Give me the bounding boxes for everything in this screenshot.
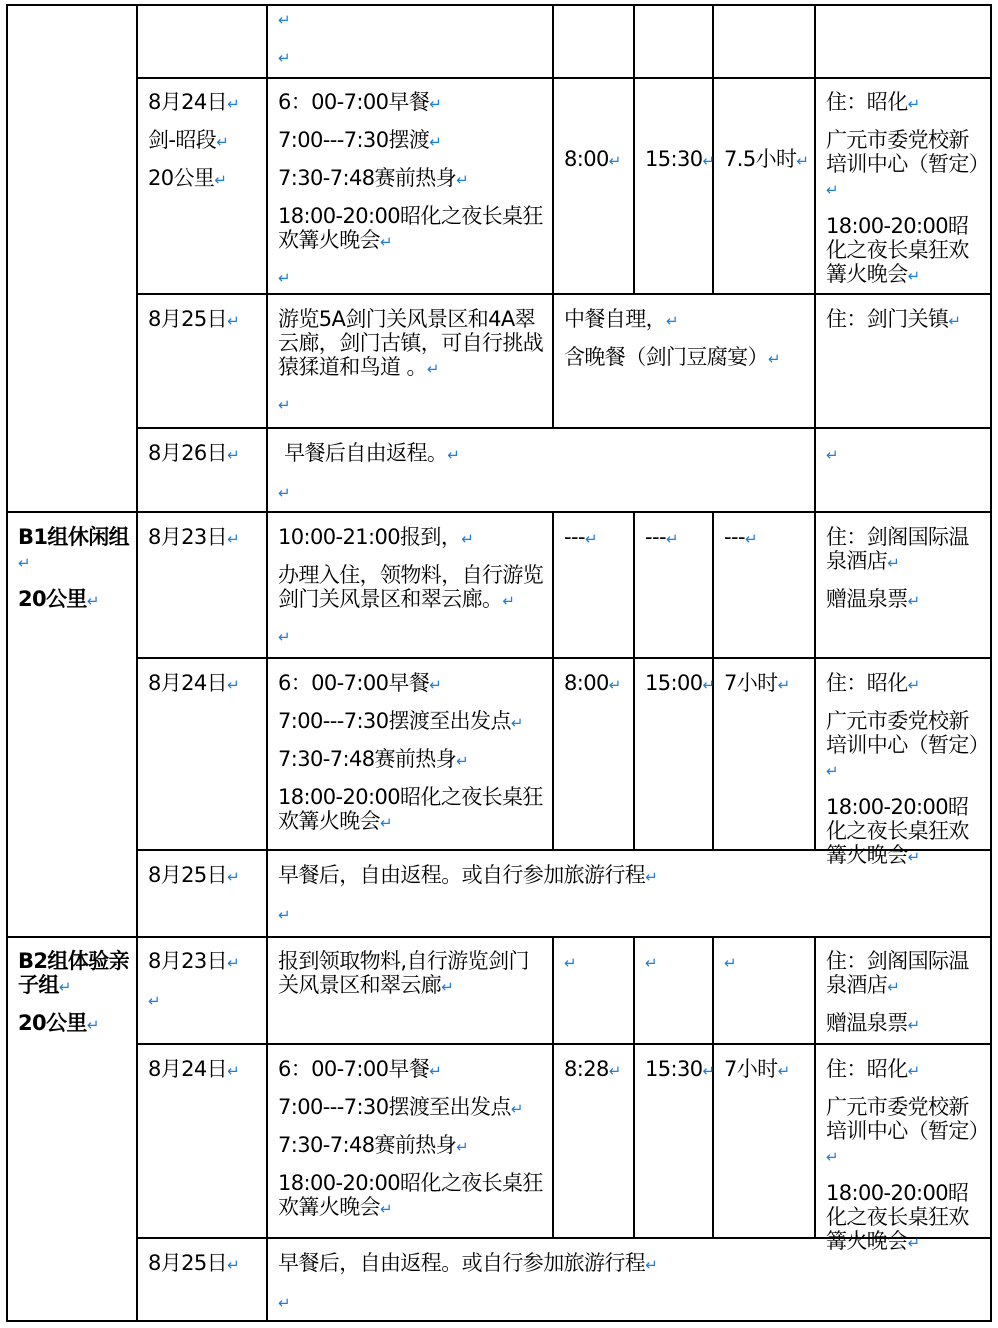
itinerary-cell: 报到领取物料,自行游览剑门关风景区和翠云廊↵ — [278, 949, 529, 997]
duration-cell: 7小时↵ — [724, 1057, 791, 1081]
paragraph-mark-icon: ↵ — [429, 95, 442, 113]
paragraph-mark-icon: ↵ — [887, 978, 900, 996]
duration-cell — [724, 949, 816, 973]
date-cell: 8月24日↵ — [148, 671, 240, 695]
grid-line — [633, 4, 635, 294]
paragraph-mark-icon: ↵ — [510, 714, 524, 732]
paragraph-mark-icon: ↵ — [796, 152, 809, 170]
group-label-b2: B2组体验亲子组↵ 20公里↵ — [18, 949, 130, 1035]
start-time-cell: 8:00↵ — [564, 671, 622, 695]
paragraph-mark-icon: ↵ — [227, 312, 240, 330]
date-cell: 8月24日↵ — [148, 1057, 240, 1081]
grid-line — [6, 4, 8, 1322]
paragraph-mark-icon: ↵ — [461, 530, 474, 548]
duration-cell: 7.5小时↵ — [724, 147, 809, 171]
date-cell: 8月26日↵ — [148, 441, 240, 465]
itinerary-cell — [278, 6, 548, 70]
paragraph-mark-icon: ↵ — [86, 592, 100, 610]
grid-line — [6, 511, 992, 513]
duration-cell: 7小时↵ — [724, 671, 791, 695]
paragraph-mark-icon: ↵ — [724, 954, 737, 972]
paragraph-mark-icon: ↵ — [907, 1062, 921, 1080]
paragraph-mark-icon: ↵ — [907, 676, 921, 694]
paragraph-mark-icon: ↵ — [502, 592, 515, 610]
notes-cell: 住：剑阁国际温泉酒店↵ 赠温泉票↵ — [826, 525, 969, 611]
paragraph-mark-icon: ↵ — [429, 1062, 442, 1080]
paragraph-mark-icon: ↵ — [227, 446, 240, 464]
notes-cell: 住：剑阁国际温泉酒店↵ 赠温泉票↵ — [826, 949, 969, 1035]
start-time-cell: ---↵ — [564, 525, 598, 549]
paragraph-mark-icon: ↵ — [564, 954, 577, 972]
grid-line — [136, 1043, 992, 1045]
itinerary-cell: 6：00-7:00早餐↵ 7:00---7:30摆渡至出发点↵ 7:30-7:48赛前热身↵ 18:00-20:00昭化之夜长桌狂欢篝火晚会↵ — [278, 1057, 543, 1219]
grid-line — [633, 512, 635, 850]
paragraph-mark-icon: ↵ — [214, 171, 227, 189]
grid-line — [136, 427, 992, 429]
paragraph-mark-icon: ↵ — [456, 171, 469, 189]
paragraph-mark-icon: ↵ — [278, 49, 291, 67]
cutoff-time-cell: 15:30↵ — [645, 147, 716, 171]
paragraph-mark-icon: ↵ — [907, 267, 921, 285]
meals-cell: 中餐自理，↵ 含晚餐（剑门豆腐宴）↵ — [564, 307, 781, 369]
paragraph-mark-icon: ↵ — [429, 133, 442, 151]
paragraph-mark-icon: ↵ — [278, 11, 291, 29]
start-time-cell: 8:28↵ — [564, 1057, 622, 1081]
paragraph-mark-icon: ↵ — [278, 628, 291, 646]
paragraph-mark-icon: ↵ — [278, 396, 291, 414]
paragraph-mark-icon: ↵ — [441, 978, 454, 996]
paragraph-mark-icon: ↵ — [666, 312, 679, 330]
grid-line — [552, 512, 554, 850]
paragraph-mark-icon: ↵ — [58, 978, 72, 996]
group-label-b1: B1组休闲组↵ 20公里↵ — [18, 525, 130, 611]
date-cell: 8月25日↵ — [148, 307, 240, 331]
cutoff-time-cell: 15:30↵ — [645, 1057, 716, 1081]
paragraph-mark-icon: ↵ — [907, 95, 921, 113]
paragraph-mark-icon: ↵ — [907, 1016, 921, 1034]
paragraph-mark-icon: ↵ — [426, 360, 440, 378]
date-cell: 8月24日↵ 剑-昭段↵ 20公里↵ — [148, 90, 240, 190]
paragraph-mark-icon: ↵ — [777, 676, 791, 694]
paragraph-mark-icon: ↵ — [645, 954, 658, 972]
itinerary-cell: 6：00-7:00早餐↵ 7:00---7:30摆渡↵ 7:30-7:48赛前热身↵ 18:00-20:00昭化之夜长桌狂欢篝火晚会↵ ↵ — [278, 90, 543, 287]
paragraph-mark-icon: ↵ — [777, 1062, 791, 1080]
cutoff-time-cell — [645, 949, 713, 973]
duration-cell: ---↵ — [724, 525, 758, 549]
notes-cell: 住：昭化↵ 广元市委党校新培训中心（暂定）↵ 18:00-20:00昭化之夜长桌狂欢篝火晚会↵ — [826, 1057, 990, 1253]
paragraph-mark-icon: ↵ — [584, 530, 598, 548]
grid-line — [136, 77, 992, 79]
paragraph-mark-icon: ↵ — [278, 484, 291, 502]
paragraph-mark-icon: ↵ — [907, 848, 921, 866]
itinerary-cell: 游览5A剑门关风景区和4A翠云廊，剑门古镇，可自行挑战猿猱道和鸟道 。↵ ↵ — [278, 307, 544, 414]
paragraph-mark-icon: ↵ — [887, 554, 900, 572]
grid-line — [136, 4, 138, 1322]
start-time-cell — [564, 949, 632, 973]
paragraph-mark-icon: ↵ — [645, 1256, 658, 1274]
cutoff-time-cell: ---↵ — [645, 525, 679, 549]
itinerary-cell: 早餐后自由返程。↵ ↵ — [278, 441, 460, 502]
paragraph-mark-icon: ↵ — [380, 814, 393, 832]
paragraph-mark-icon: ↵ — [702, 1062, 716, 1080]
paragraph-mark-icon: ↵ — [826, 1148, 839, 1166]
notes-cell: 住：昭化↵ 广元市委党校新培训中心（暂定）↵ 18:00-20:00昭化之夜长桌狂欢篝火晚会↵ — [826, 671, 990, 867]
itinerary-cell: 6：00-7:00早餐↵ 7:00---7:30摆渡至出发点↵ 7:30-7:48赛前热身↵ 18:00-20:00昭化之夜长桌狂欢篝火晚会↵ — [278, 671, 543, 833]
grid-line — [552, 4, 554, 428]
paragraph-mark-icon: ↵ — [608, 1062, 622, 1080]
paragraph-mark-icon: ↵ — [645, 868, 658, 886]
date-cell: 8月23日↵ ↵ — [148, 949, 240, 1010]
grid-line — [712, 937, 714, 1238]
paragraph-mark-icon: ↵ — [429, 676, 442, 694]
paragraph-mark-icon: ↵ — [608, 152, 622, 170]
paragraph-mark-icon: ↵ — [227, 530, 240, 548]
paragraph-mark-icon: ↵ — [702, 152, 716, 170]
grid-line — [6, 1320, 992, 1322]
paragraph-mark-icon: ↵ — [948, 312, 961, 330]
paragraph-mark-icon: ↵ — [18, 554, 31, 572]
paragraph-mark-icon: ↵ — [227, 868, 240, 886]
paragraph-mark-icon: ↵ — [148, 992, 161, 1010]
paragraph-mark-icon: ↵ — [227, 95, 240, 113]
paragraph-mark-icon: ↵ — [380, 233, 393, 251]
notes-cell — [826, 441, 986, 465]
paragraph-mark-icon: ↵ — [768, 350, 781, 368]
paragraph-mark-icon: ↵ — [227, 954, 240, 972]
date-cell: 8月23日↵ — [148, 525, 240, 549]
grid-line — [552, 937, 554, 1238]
grid-line — [814, 937, 816, 1238]
paragraph-mark-icon: ↵ — [665, 530, 679, 548]
paragraph-mark-icon: ↵ — [216, 133, 229, 151]
grid-line — [136, 293, 992, 295]
paragraph-mark-icon: ↵ — [278, 906, 291, 924]
paragraph-mark-icon: ↵ — [826, 181, 839, 199]
paragraph-mark-icon: ↵ — [744, 530, 758, 548]
paragraph-mark-icon: ↵ — [227, 676, 240, 694]
grid-line — [814, 4, 816, 512]
paragraph-mark-icon: ↵ — [380, 1200, 393, 1218]
notes-cell: 住：剑门关镇↵ — [826, 307, 961, 331]
paragraph-mark-icon: ↵ — [608, 676, 622, 694]
grid-line — [136, 657, 992, 659]
paragraph-mark-icon: ↵ — [456, 752, 469, 770]
paragraph-mark-icon: ↵ — [447, 446, 460, 464]
paragraph-mark-icon: ↵ — [86, 1016, 100, 1034]
grid-line — [266, 4, 268, 1322]
cutoff-time-cell: 15:00↵ — [645, 671, 716, 695]
paragraph-mark-icon: ↵ — [702, 676, 716, 694]
paragraph-mark-icon: ↵ — [456, 1138, 469, 1156]
itinerary-cell: 早餐后，自由返程。或自行参加旅游行程↵ ↵ — [278, 1251, 658, 1312]
grid-line — [990, 4, 992, 1322]
paragraph-mark-icon: ↵ — [907, 1234, 921, 1252]
itinerary-cell: 10:00-21:00报到，↵ 办理入住，领物料，自行游览剑门关风景区和翠云廊。↵ ↵ — [278, 525, 544, 646]
paragraph-mark-icon: ↵ — [826, 762, 839, 780]
grid-line — [6, 936, 992, 938]
date-cell: 8月25日↵ — [148, 863, 240, 887]
paragraph-mark-icon: ↵ — [907, 592, 921, 610]
start-time-cell: 8:00↵ — [564, 147, 622, 171]
grid-line — [633, 937, 635, 1238]
paragraph-mark-icon: ↵ — [510, 1100, 524, 1118]
paragraph-mark-icon: ↵ — [227, 1062, 240, 1080]
notes-cell: 住：昭化↵ 广元市委党校新培训中心（暂定）↵ 18:00-20:00昭化之夜长桌狂欢篝火晚会↵ — [826, 90, 990, 286]
paragraph-mark-icon: ↵ — [227, 1256, 240, 1274]
paragraph-mark-icon: ↵ — [278, 1294, 291, 1312]
paragraph-mark-icon: ↵ — [826, 446, 839, 464]
paragraph-mark-icon: ↵ — [278, 269, 291, 287]
date-cell: 8月25日↵ — [148, 1251, 240, 1275]
itinerary-cell: 早餐后，自由返程。或自行参加旅游行程↵ ↵ — [278, 863, 658, 924]
